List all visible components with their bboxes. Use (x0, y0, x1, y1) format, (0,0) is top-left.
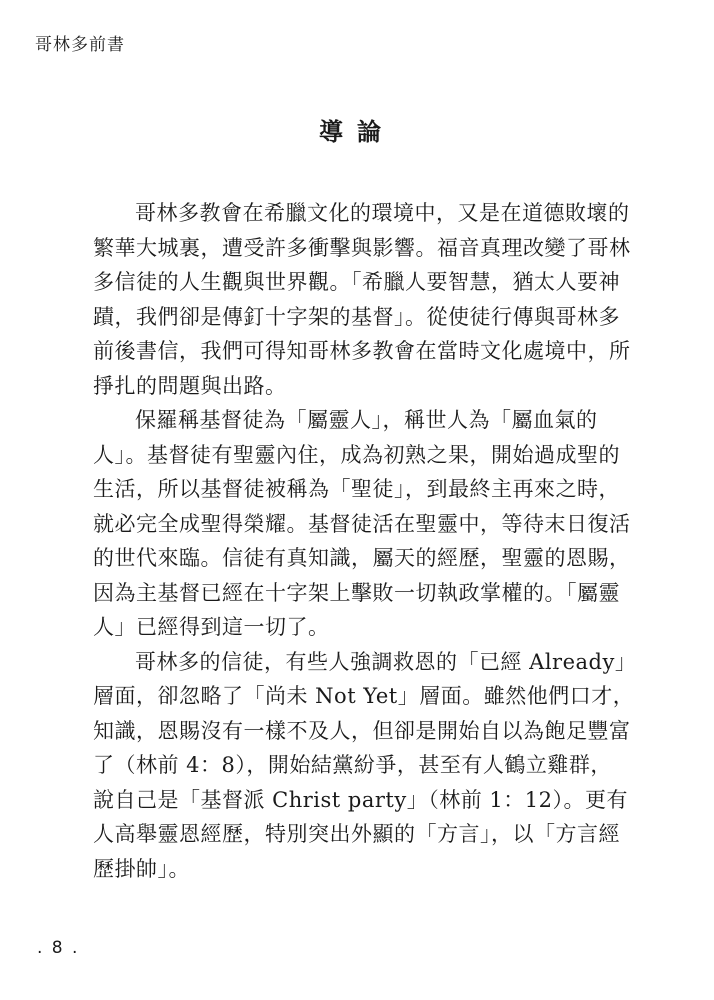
paragraph-line: 掙扎的問題與出路。 (93, 373, 287, 398)
paragraph-line: 哥林多的信徒，有些人強調救恩的「已經 Already」 (135, 649, 637, 674)
paragraph (93, 196, 631, 403)
paragraph (93, 645, 637, 887)
paragraph-line: 說自己是「基督派 Christ party」（林前 1：12）。更有 (93, 787, 628, 812)
paragraph-line: 就必完全成聖得榮耀。基督徒活在聖靈中，等待末日復活 (93, 511, 631, 536)
paragraph-line: 保羅稱基督徒為「屬靈人」，稱世人為「屬血氣的 (135, 408, 598, 432)
paragraph-line: 前後書信，我們可得知哥林多教會在當時文化處境中，所 (93, 339, 631, 363)
paragraph-line: 的世代來臨。信徒有真知識，屬天的經歷，聖靈的恩賜， (93, 546, 631, 570)
paragraph-line: 生活，所以基督徒被稱為「聖徒」，到最終主再來之時， (93, 477, 620, 501)
page-number: . 8 . (37, 938, 80, 958)
paragraph-line: 多信徒的人生觀與世界觀。「希臘人要智慧，猶太人要神 (93, 270, 620, 294)
paragraph-line: 人」已經得到這一切了。 (93, 615, 330, 639)
paragraph (93, 403, 631, 645)
paragraph-line: 蹟，我們卻是傳釘十字架的基督」。從使徒行傳與哥林多 (93, 304, 620, 329)
chapter-title: 導論 (319, 118, 395, 146)
paragraph-line: 知識，恩賜沒有一樣不及人，但卻是開始自以為飽足豐富 (93, 718, 631, 743)
paragraph-line: 人」。基督徒有聖靈內住，成為初熟之果，開始過成聖的 (93, 442, 620, 467)
body-text (93, 196, 637, 886)
running-header-book-title: 哥林多前書 (35, 35, 125, 55)
paragraph-line: 層面，卻忽略了「尚未 Not Yet」層面。雖然他們口才， (93, 684, 635, 708)
paragraph-line: 了（林前 4：8），開始結黨紛爭，甚至有人鶴立雞群， (93, 753, 612, 777)
paragraph-line: 繁華大城裏，遭受許多衝擊與影響。福音真理改變了哥林 (93, 235, 631, 260)
paragraph-line: 歷掛帥」。 (93, 856, 190, 881)
paragraph-line: 人高舉靈恩經歷，特別突出外顯的「方言」，以「方言經 (93, 822, 620, 846)
paragraph-line: 哥林多教會在希臘文化的環境中，又是在道德敗壞的 (135, 201, 630, 225)
paragraph-line: 因為主基督已經在十字架上擊敗一切執政掌權的。「屬靈 (93, 580, 620, 605)
